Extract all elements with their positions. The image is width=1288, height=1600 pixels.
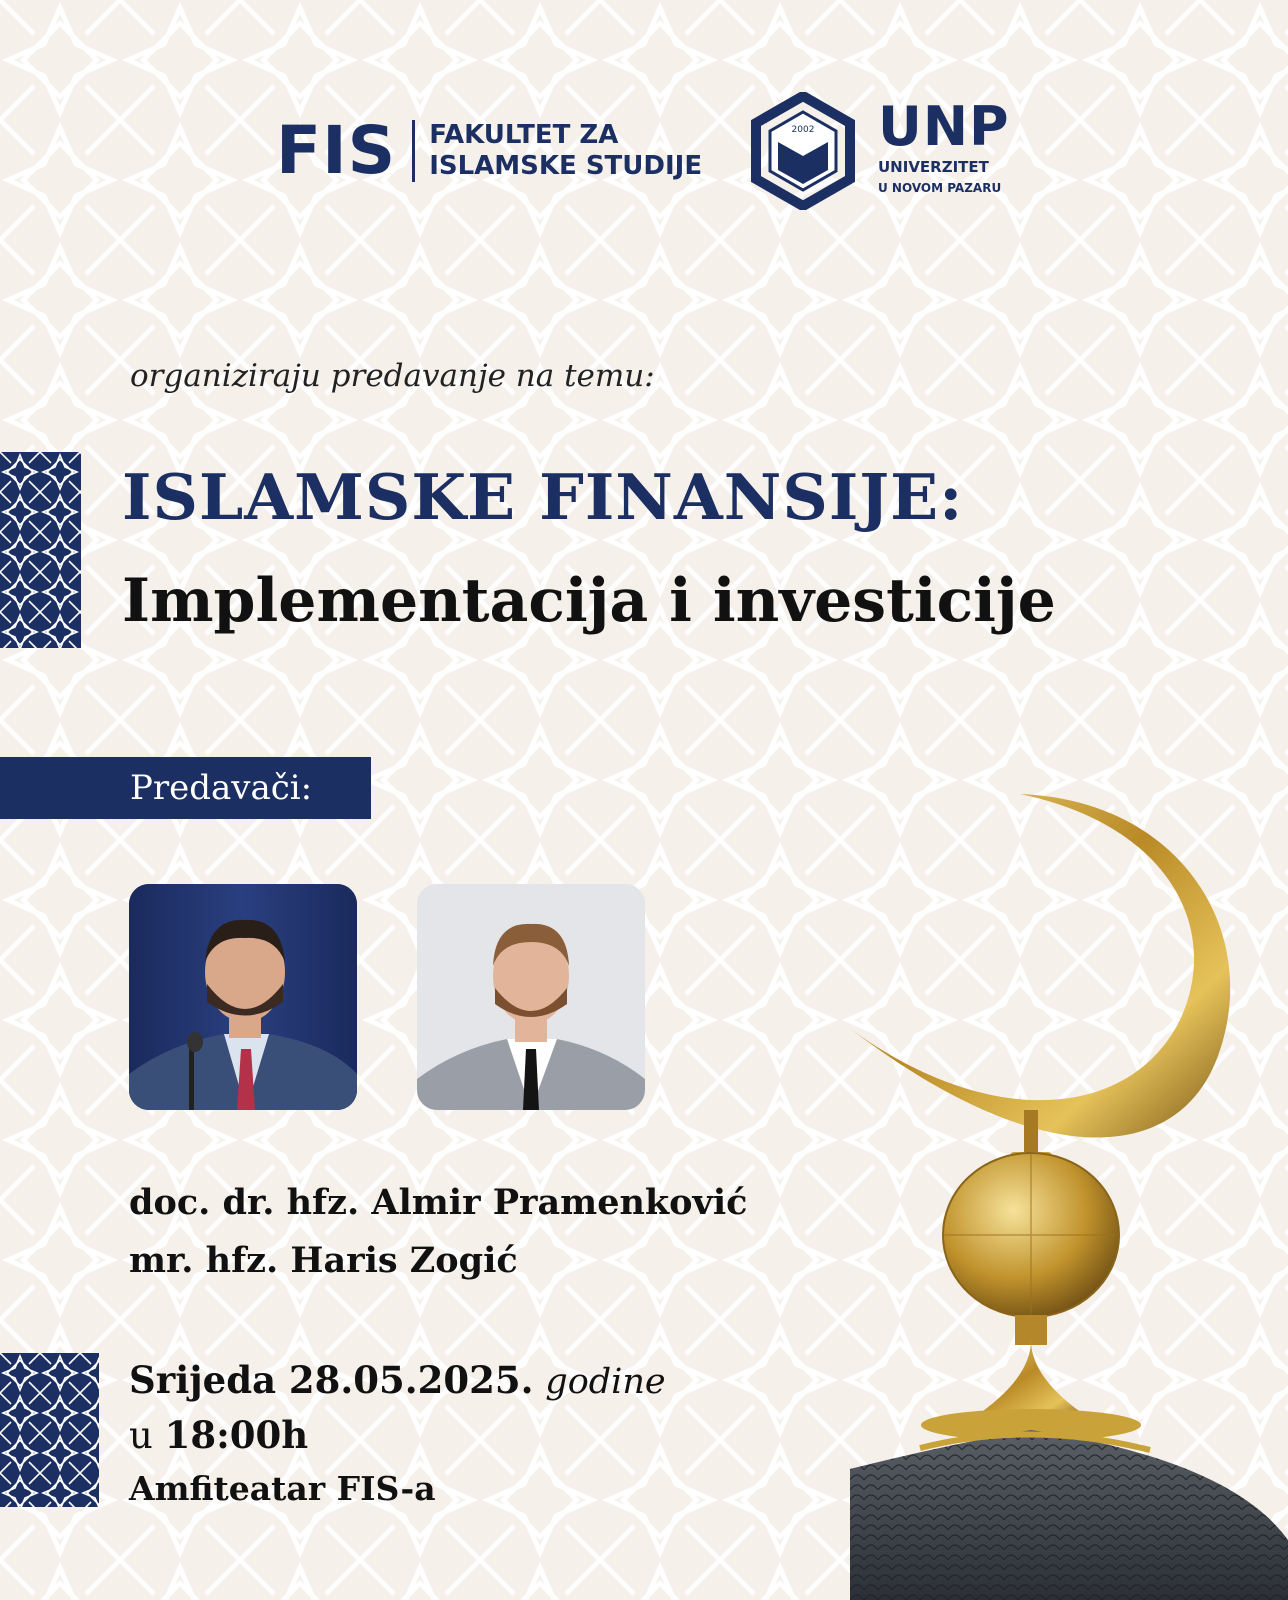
decorative-tile-top bbox=[0, 452, 81, 648]
lecturer-name-1: doc. dr. hfz. Almir Pramenković bbox=[129, 1182, 748, 1223]
lecturer-name-2: mr. hfz. Haris Zogić bbox=[129, 1240, 518, 1281]
unp-emblem-icon bbox=[750, 92, 856, 210]
fis-logo-text bbox=[429, 120, 702, 182]
lecturers-label: Predavači: bbox=[130, 768, 313, 808]
lecturer-2-portrait-icon bbox=[417, 884, 645, 1110]
crescent-dome-icon bbox=[850, 780, 1288, 1600]
lecturer-names bbox=[129, 1174, 747, 1290]
lecturer-1-portrait-icon bbox=[129, 884, 357, 1110]
event-time bbox=[129, 1405, 308, 1466]
fis-logo bbox=[276, 112, 703, 189]
unp-logo-mark: UNP bbox=[878, 95, 1010, 158]
lecturer-photo-2 bbox=[417, 884, 645, 1110]
event-date bbox=[129, 1350, 666, 1412]
unp-logo-line1: UNIVERZITET bbox=[878, 158, 989, 176]
title-line2: Implementacija i investicije bbox=[122, 566, 1056, 636]
event-place: Amfiteatar FIS-a bbox=[129, 1469, 436, 1508]
fis-logo-line1: FAKULTET ZA bbox=[429, 120, 619, 150]
fis-logo-divider bbox=[412, 120, 415, 182]
fis-logo-line2: ISLAMSKE STUDIJE bbox=[429, 151, 703, 181]
event-date-suffix: godine bbox=[545, 1362, 666, 1402]
fis-logo-mark: FIS bbox=[276, 112, 397, 189]
title-line1: ISLAMSKE FINANSIJE: bbox=[122, 460, 964, 534]
intro-text: organiziraju predavanje na temu: bbox=[130, 358, 655, 394]
unp-logo-line2: U NOVOM PAZARU bbox=[878, 181, 1002, 195]
lecturer-photo-1 bbox=[129, 884, 357, 1110]
decorative-tile-bottom bbox=[0, 1353, 99, 1507]
event-date-bold: Srijeda 28.05.2025. bbox=[129, 1358, 534, 1402]
event-time-value: 18:00h bbox=[164, 1413, 309, 1457]
unp-emblem-year: 2002 bbox=[791, 125, 815, 135]
event-time-prefix: u bbox=[129, 1414, 153, 1457]
unp-logo-text bbox=[878, 95, 1010, 196]
